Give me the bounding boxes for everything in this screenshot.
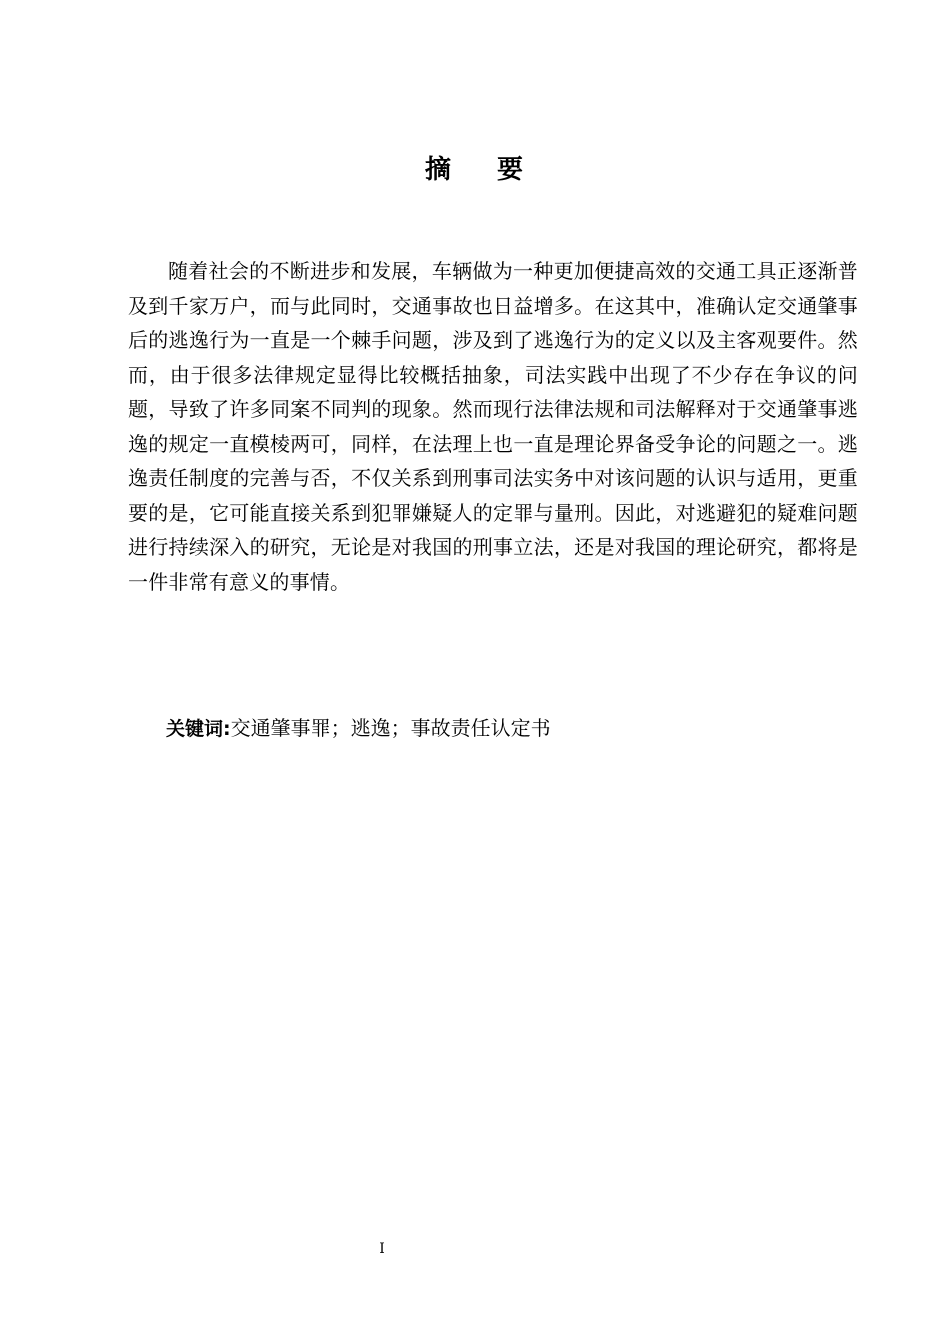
title-char-1: 摘 — [424, 155, 453, 185]
abstract-paragraph: 随着社会的不断进步和发展，车辆做为一种更加便捷高效的交通工具正逐渐普及到千家万户，而与此同时，交通事故也日益增多。在这其中，准确认定交通肇事后的逃逸行为一直是一个棘手问题，涉及到了逃逸行为的定义以及主客观要件。然而，由于很多法律规定显得比较概括抽象，司法实践中出现了不少存在争议的问题，导致了许多同案不同判的现象。然而现行法律法规和司法解释对于交通肇事逃逸的规定一直模棱两可，同样，在法理上也一直是理论界备受争论的问题之一。逃逸责任制度的完善与否，不仅关系到刑事司法实务中对该问题的认识与适用，更重要的是，它可能直接关系到犯罪嫌疑人的定罪与量刑。因此，对逃避犯的疑难问题进行持续深入的研究，无论是对我国的刑事立法，还是对我国的理论研究，都将是一件非常有意义的事情。 — [128, 259, 858, 594]
title-char-2: 要 — [497, 155, 526, 185]
keywords-text: 交通肇事罪；逃逸；事故责任认定书 — [230, 716, 551, 740]
page-title — [0, 152, 950, 188]
keywords-label: 关键词: — [166, 718, 231, 740]
keywords-line — [166, 712, 866, 745]
page-number: I — [379, 1241, 385, 1257]
